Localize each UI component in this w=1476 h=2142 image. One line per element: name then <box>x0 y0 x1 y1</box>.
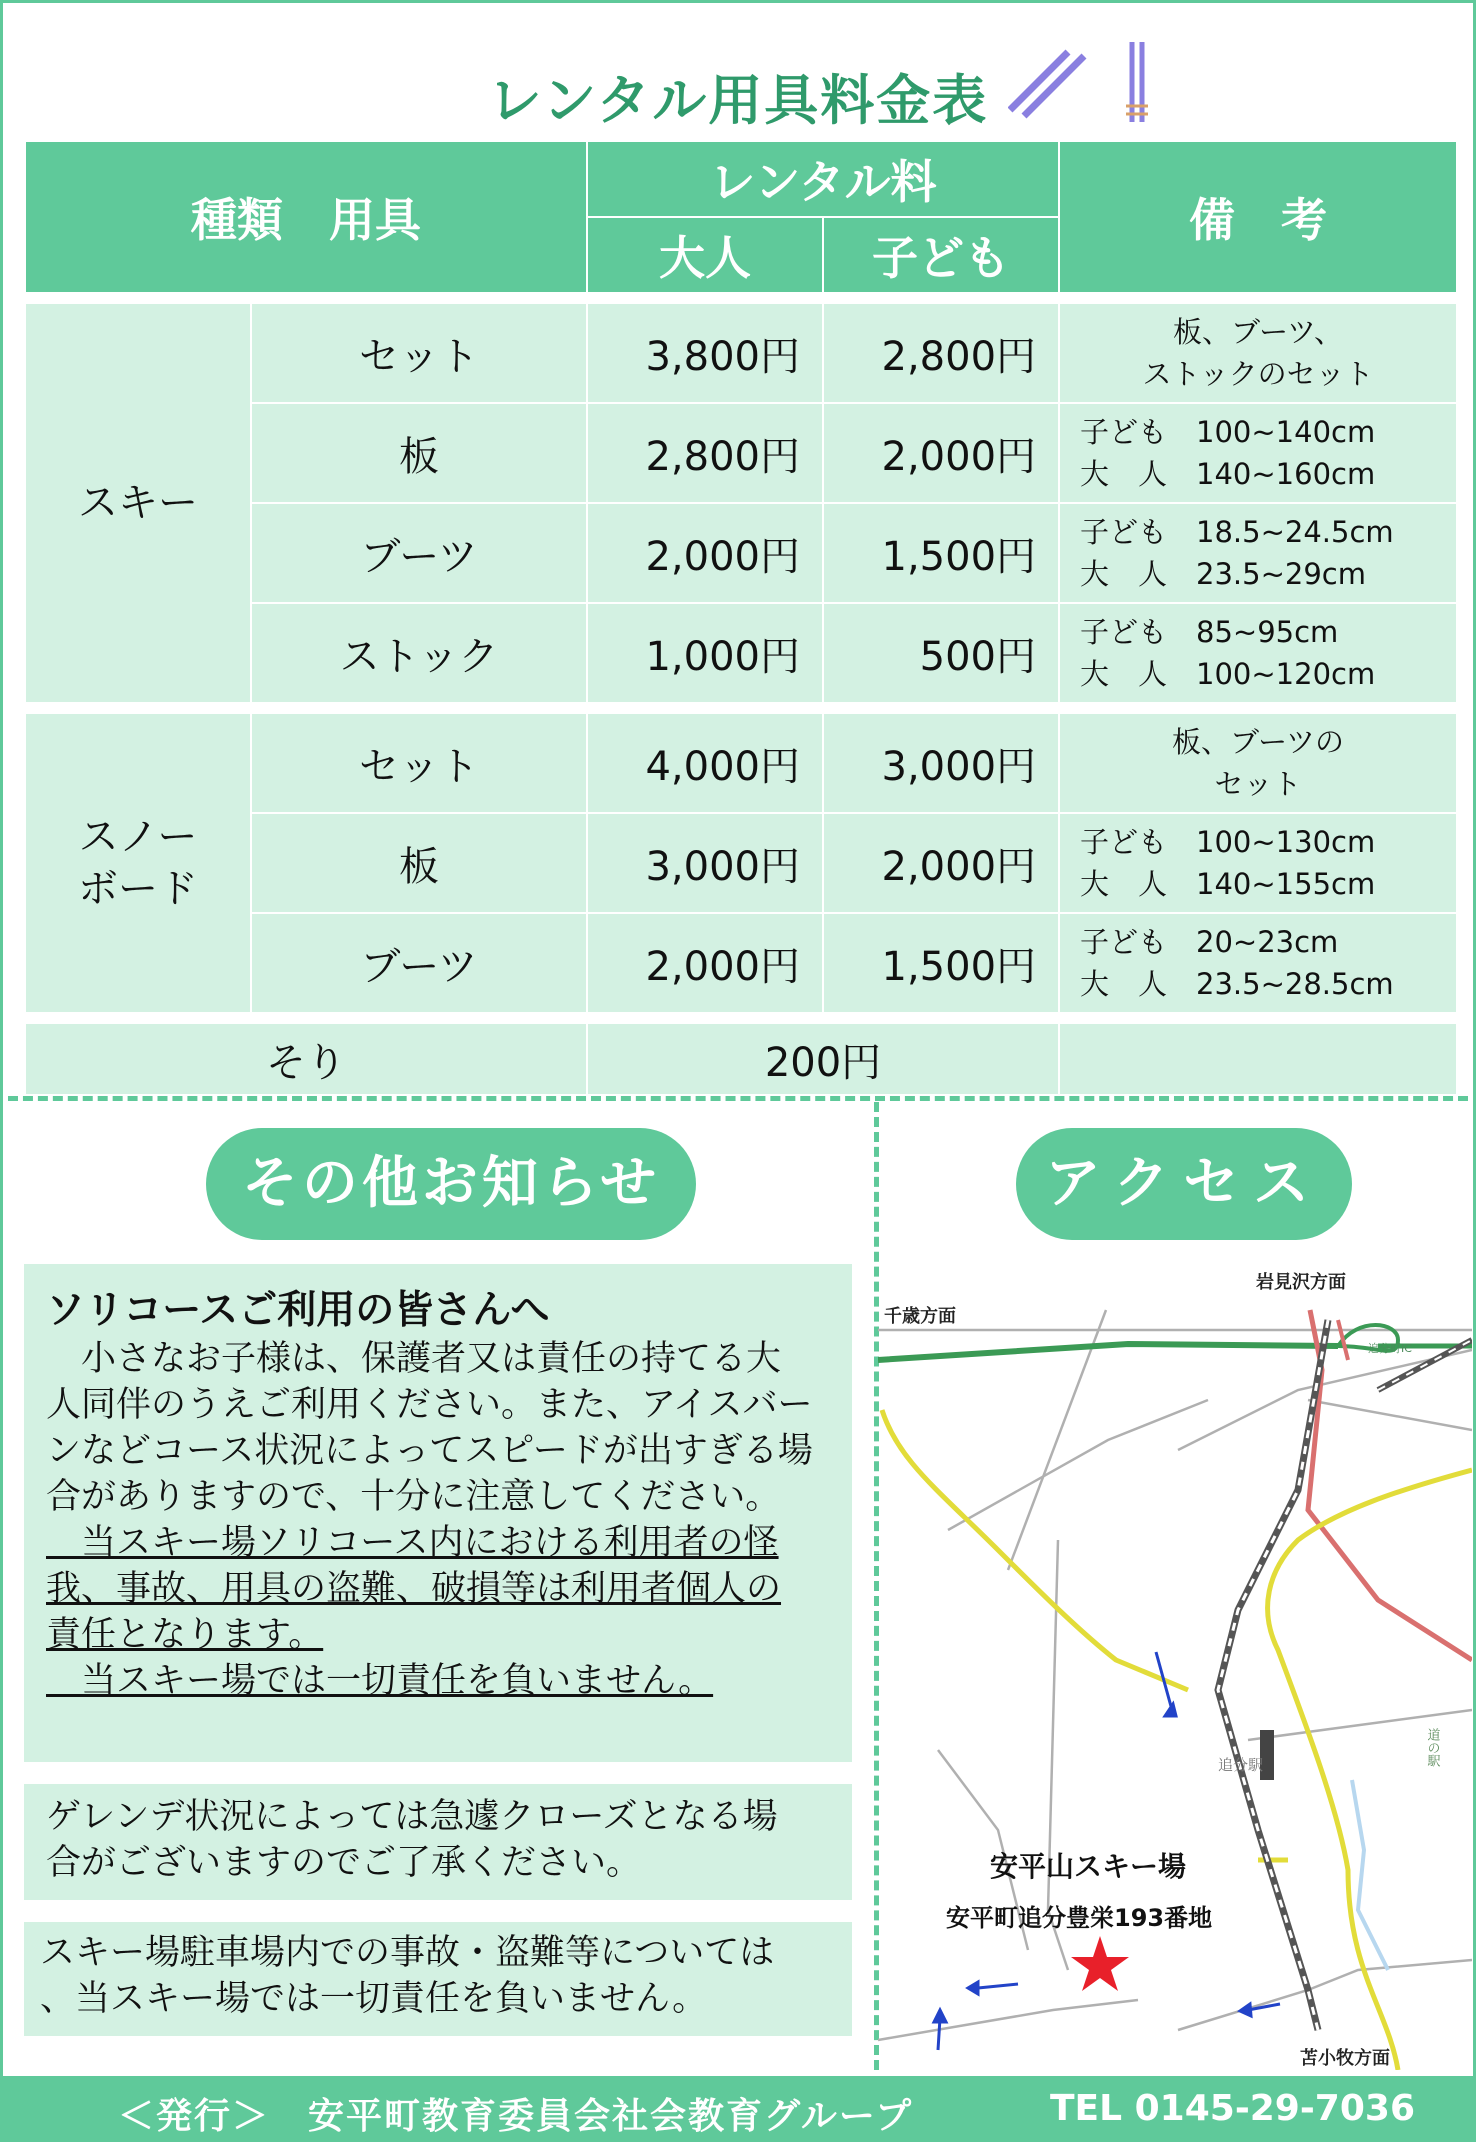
notice-line: 当スキー場では一切責任を負いません。 <box>46 1661 714 1701</box>
label-station: 追分駅 <box>1218 1756 1264 1774</box>
child-price: 1,500円 <box>823 913 1059 1013</box>
label-address: 安平町追分豊栄193番地 <box>946 1904 1213 1932</box>
item-cell: ストック <box>251 603 587 703</box>
note-cell: 子ども 85~95cm 大 人 100~120cm <box>1059 603 1457 703</box>
notice-line: 責任となります。 <box>46 1615 324 1655</box>
item-cell: 板 <box>251 403 587 503</box>
label-venue: 安平山スキー場 <box>990 1850 1187 1883</box>
adult-price: 3,000円 <box>587 813 823 913</box>
notice-title: ソリコースご利用の皆さんへ <box>46 1288 550 1333</box>
child-price: 500円 <box>823 603 1059 703</box>
notice-line: 、当スキー場では一切責任を負いません。 <box>40 1979 708 2019</box>
label-chitose: 千歳方面 <box>884 1306 956 1327</box>
notice-line: 人同伴のうえご利用ください。また、アイスバー <box>46 1385 813 1425</box>
note-cell: 子ども 100~140cm 大 人 140~160cm <box>1059 403 1457 503</box>
child-price: 3,000円 <box>823 713 1059 813</box>
notice-line: 当スキー場ソリコース内における利用者の怪 <box>46 1523 779 1563</box>
child-price: 2,000円 <box>823 403 1059 503</box>
adult-price: 1,000円 <box>587 603 823 703</box>
item-sled: そり <box>25 1023 587 1095</box>
item-cell: ブーツ <box>251 503 587 603</box>
notice-line: ゲレンデ状況によっては急遽クローズとなる場 <box>46 1797 778 1837</box>
label-ic: 追分町IC <box>1368 1342 1412 1355</box>
header-fee: レンタル料 <box>587 141 1059 217</box>
child-price: 2,800円 <box>823 303 1059 403</box>
header-note: 備 考 <box>1059 141 1457 293</box>
adult-price: 3,800円 <box>587 303 823 403</box>
note-cell: 板、ブーツの セット <box>1059 713 1457 813</box>
item-cell: セット <box>251 713 587 813</box>
note-cell: 子ども 100~130cm 大 人 140~155cm <box>1059 813 1457 913</box>
notice-line: 合がございますのでご了承ください。 <box>46 1843 642 1883</box>
slope-closure-notice <box>24 1784 852 1900</box>
child-price: 1,500円 <box>823 503 1059 603</box>
page-title: レンタル用具料金表 <box>487 69 989 132</box>
adult-price: 2,000円 <box>587 913 823 1013</box>
section-divider-horizontal <box>8 1096 1468 1101</box>
adult-price: 2,000円 <box>587 503 823 603</box>
note-cell: 子ども 20~23cm 大 人 23.5~28.5cm <box>1059 913 1457 1013</box>
ski-icon <box>1008 36 1168 126</box>
notice-line: ンなどコース状況によってスピードが出すぎる場 <box>46 1431 813 1471</box>
child-price: 2,000円 <box>823 813 1059 913</box>
header-type: 種類 用具 <box>25 141 587 293</box>
prefectural-road <box>1308 1310 1472 1660</box>
sled-course-notice <box>24 1264 852 1762</box>
header-child: 子ども <box>823 217 1059 293</box>
notice-line: 合がありますので、十分に注意してください。 <box>46 1477 781 1517</box>
category-snowboard: スノー ボード <box>25 713 251 1013</box>
note-cell: 板、ブーツ、 ストックのセット <box>1059 303 1457 403</box>
table-row <box>25 303 1457 403</box>
table-row <box>25 713 1457 813</box>
notice-line: 小さなお子様は、保護者又は責任の持てる大 <box>46 1339 782 1379</box>
footer <box>0 2076 1476 2142</box>
note-cell <box>1059 1023 1457 1095</box>
location-star-icon <box>1071 1936 1129 1991</box>
table-row <box>25 1023 1457 1095</box>
adult-price: 4,000円 <box>587 713 823 813</box>
label-michinoeki: 道の駅 <box>1424 1728 1440 1767</box>
label-iwamizawa: 岩見沢方面 <box>1256 1272 1346 1293</box>
label-tomakomai: 苫小牧方面 <box>1300 2048 1390 2069</box>
note-cell: 子ども 18.5~24.5cm 大 人 23.5~29cm <box>1059 503 1457 603</box>
adult-price: 2,800円 <box>587 403 823 503</box>
category-ski: スキー <box>25 303 251 703</box>
notices-heading: その他お知らせ <box>206 1128 696 1240</box>
access-heading: アクセス <box>1016 1128 1352 1240</box>
item-cell: 板 <box>251 813 587 913</box>
header-adult: 大人 <box>587 217 823 293</box>
national-road <box>882 1410 1472 2070</box>
rental-price-table <box>24 140 1458 1096</box>
item-cell: ブーツ <box>251 913 587 1013</box>
phone-number: TEL 0145-29-7036 <box>1050 2088 1415 2129</box>
item-cell: セット <box>251 303 587 403</box>
parking-notice <box>24 1922 852 2036</box>
publisher: ＜発行＞ 安平町教育委員会社会教育グループ <box>118 2096 914 2137</box>
sled-price: 200円 <box>587 1023 1059 1095</box>
access-map <box>878 1270 1472 2070</box>
notice-line: スキー場駐車場内での事故・盗難等については <box>40 1933 775 1973</box>
notice-line: 我、事故、用具の盗難、破損等は利用者個人の <box>46 1569 782 1609</box>
railway <box>1218 1320 1472 2030</box>
expressway <box>878 1344 1338 1360</box>
